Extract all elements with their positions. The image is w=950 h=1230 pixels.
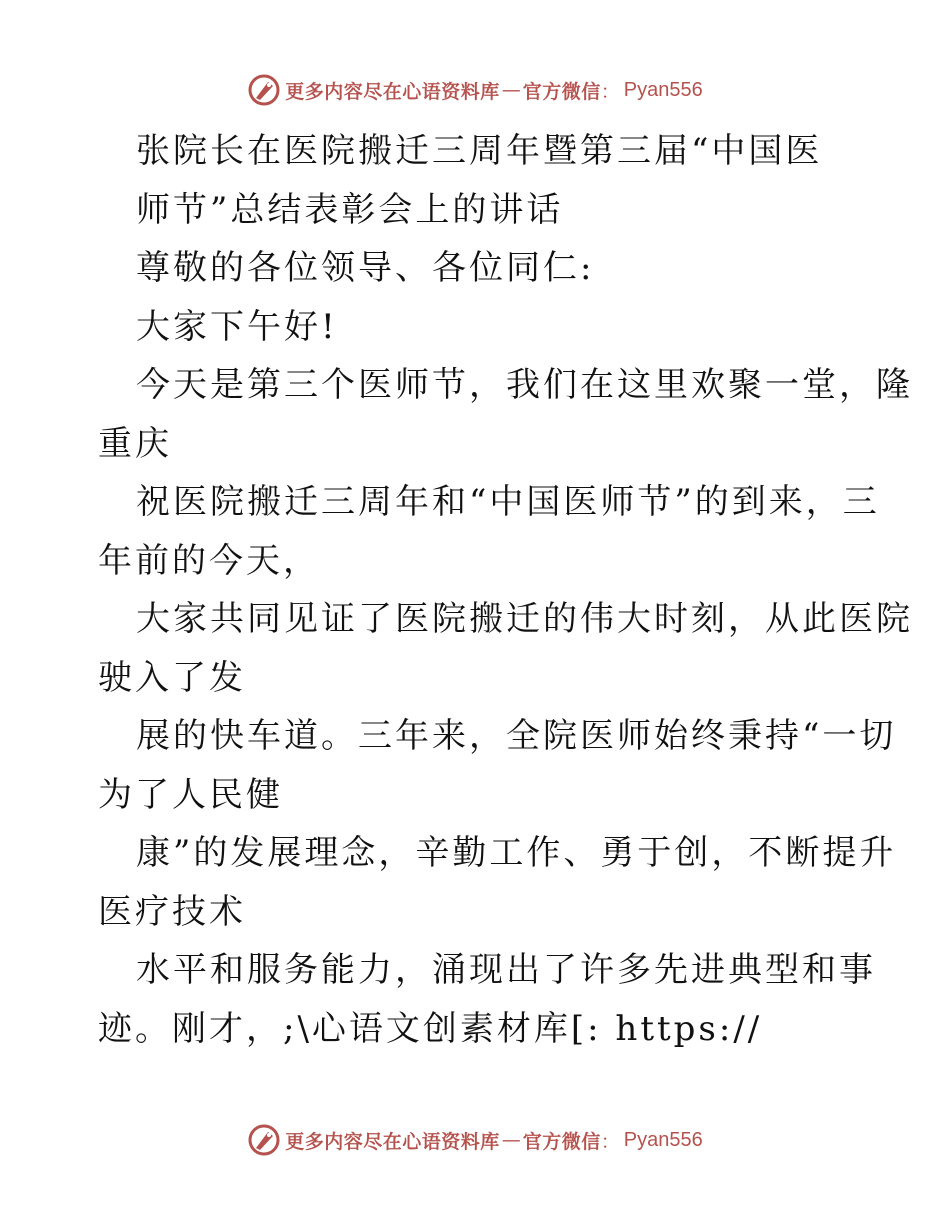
text-line: 为了人民健 [98, 774, 283, 815]
text-line: 张院长在医院搬迁三周年暨第三届“中国医 [136, 131, 823, 171]
text-line: 水平和服务能力，涌现出了许多先进典型和事 [136, 950, 876, 990]
banner-separator: ： [600, 80, 620, 103]
text-line: 师节”总结表彰会上的讲话 [136, 189, 564, 230]
text-line: 迹。刚才，;\心语文创素材库[: https:// [98, 1008, 763, 1049]
banner-dash: — [501, 79, 521, 101]
text-line: 展的快车道。三年来，全院医师始终秉持“一切 [136, 716, 897, 756]
banner-wechat-id: Pyan556 [623, 78, 703, 101]
banner-wechat-label: 官方微信 [522, 80, 601, 103]
text-line: 大家下午好! [136, 306, 338, 347]
pen-nib-logo-icon [247, 73, 281, 107]
banner-separator: ： [600, 1130, 620, 1153]
text-line: 康”的发展理念，辛勤工作、勇于创，不断提升 [136, 833, 897, 873]
text-line: 祝医院搬迁三周年和“中国医师节”的到来，三 [136, 482, 880, 522]
text-line: 大家共同见证了医院搬迁的伟大时刻，从此医院 [136, 599, 913, 639]
banner-dash: — [501, 1129, 521, 1151]
footer-banner [0, 1120, 950, 1160]
text-line: 年前的今天， [98, 540, 320, 581]
text-line: 重庆 [98, 423, 172, 464]
banner-text: 更多内容尽在心语资料库 [285, 1130, 500, 1153]
banner-wechat-id: Pyan556 [623, 1128, 703, 1151]
pen-nib-logo-icon [247, 1123, 281, 1157]
banner-text: 更多内容尽在心语资料库 [285, 80, 500, 103]
text-line: 今天是第三个医师节，我们在这里欢聚一堂，隆 [136, 365, 913, 405]
banner-wechat-label: 官方微信 [522, 1130, 601, 1153]
header-banner [0, 70, 950, 110]
document-body [98, 122, 913, 1058]
text-line: 驶入了发 [98, 657, 246, 698]
text-line: 尊敬的各位领导、各位同仁: [136, 248, 595, 288]
text-line: 医疗技术 [98, 891, 246, 932]
